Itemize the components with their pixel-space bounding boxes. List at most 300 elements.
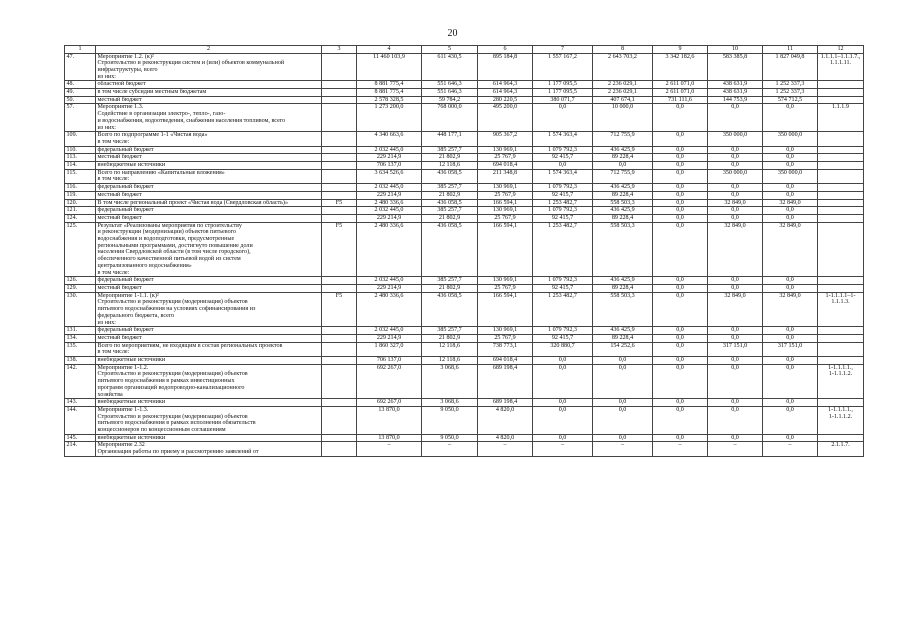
value-cell: 2 032 445,0: [357, 146, 422, 154]
value-cell: 1 252 337,3: [763, 89, 818, 97]
value-cell: 25 767,9: [478, 214, 533, 222]
value-cell: 32 849,0: [708, 222, 763, 277]
value-cell: 0,0: [763, 104, 818, 132]
value-cell: 0,0: [653, 191, 708, 199]
table-row: [65, 132, 864, 146]
value-cell: 32 849,0: [763, 292, 818, 327]
row-name-cell: федеральный бюджет: [96, 327, 322, 335]
value-cell: 130 969,1: [478, 327, 533, 335]
value-cell: 2 032 445,0: [357, 184, 422, 192]
row-ref-cell: [818, 222, 864, 277]
value-cell: 280 220,5: [478, 96, 533, 104]
value-cell: 0,0: [763, 334, 818, 342]
table-row: [65, 442, 864, 456]
row-code-cell: [322, 214, 357, 222]
row-code-cell: [322, 364, 357, 399]
row-name-cell: местный бюджет: [96, 334, 322, 342]
value-cell: 3 068,6: [422, 399, 478, 407]
value-cell: 694 018,4: [478, 162, 533, 170]
value-cell: 385 257,7: [422, 327, 478, 335]
value-cell: 436 425,9: [593, 184, 653, 192]
row-ref-cell: [818, 162, 864, 170]
value-cell: 0,0: [763, 434, 818, 442]
value-cell: 59 784,2: [422, 96, 478, 104]
value-cell: 2 032 445,0: [357, 207, 422, 215]
row-code-cell: [322, 81, 357, 89]
value-cell: 1 079 792,3: [533, 184, 593, 192]
value-cell: 4 340 663,6: [357, 132, 422, 146]
value-cell: 2 236 029,1: [593, 81, 653, 89]
value-cell: 229 214,9: [357, 285, 422, 293]
row-number-cell: 130.: [65, 292, 96, 327]
value-cell: 12 118,6: [422, 342, 478, 356]
row-ref-cell: 1.1.1.1–1.1.1.7., 1.1.1.11.: [818, 53, 864, 81]
value-cell: 1 177 095,5: [533, 81, 593, 89]
row-name-cell: местный бюджет: [96, 154, 322, 162]
value-cell: 0,0: [653, 222, 708, 277]
value-cell: 385 257,7: [422, 146, 478, 154]
row-code-cell: [322, 285, 357, 293]
value-cell: 0,0: [708, 207, 763, 215]
row-name-cell: местный бюджет: [96, 214, 322, 222]
value-cell: 0,0: [653, 184, 708, 192]
header-cell: 5: [422, 46, 478, 54]
value-cell: 130 969,1: [478, 184, 533, 192]
value-cell: 583 385,8: [708, 53, 763, 81]
row-code-cell: [322, 327, 357, 335]
value-cell: 3 068,6: [422, 364, 478, 399]
value-cell: 436 425,9: [593, 277, 653, 285]
value-cell: 0,0: [708, 364, 763, 399]
value-cell: 574 712,5: [763, 96, 818, 104]
row-number-cell: 143.: [65, 399, 96, 407]
value-cell: 130 969,1: [478, 146, 533, 154]
value-cell: 25 767,9: [478, 285, 533, 293]
row-name-cell: местный бюджет: [96, 96, 322, 104]
value-cell: 0,0: [593, 364, 653, 399]
value-cell: 10 000,0: [593, 104, 653, 132]
row-number-cell: 48.: [65, 81, 96, 89]
value-cell: 0,0: [593, 357, 653, 365]
value-cell: 1 252 337,3: [763, 81, 818, 89]
row-name-cell: внебюджетные источники: [96, 399, 322, 407]
row-ref-cell: [818, 154, 864, 162]
value-cell: 13 870,0: [357, 434, 422, 442]
value-cell: 4 820,0: [478, 406, 533, 434]
value-cell: 0,0: [763, 327, 818, 335]
value-cell: 0,0: [653, 146, 708, 154]
value-cell: 0,0: [763, 154, 818, 162]
value-cell: 0,0: [708, 214, 763, 222]
value-cell: 436 425,9: [593, 146, 653, 154]
row-name-cell: областной бюджет: [96, 81, 322, 89]
row-number-cell: 126.: [65, 277, 96, 285]
value-cell: 166 594,1: [478, 292, 533, 327]
row-ref-cell: [818, 399, 864, 407]
row-number-cell: 214.: [65, 442, 96, 456]
row-number-cell: 50.: [65, 96, 96, 104]
row-ref-cell: [818, 96, 864, 104]
row-code-cell: F5: [322, 222, 357, 277]
value-cell: 0,0: [708, 357, 763, 365]
row-number-cell: 49.: [65, 89, 96, 97]
value-cell: 436 425,9: [593, 207, 653, 215]
value-cell: 712 755,9: [593, 169, 653, 183]
value-cell: 0,0: [708, 434, 763, 442]
row-number-cell: 131.: [65, 327, 96, 335]
row-number-cell: 138.: [65, 357, 96, 365]
value-cell: 21 802,9: [422, 214, 478, 222]
row-ref-cell: [818, 214, 864, 222]
value-cell: 32 849,0: [763, 199, 818, 207]
value-cell: 438 631,9: [708, 89, 763, 97]
value-cell: 558 503,3: [593, 222, 653, 277]
value-cell: 380 071,7: [533, 96, 593, 104]
value-cell: 350 000,0: [763, 132, 818, 146]
row-code-cell: [322, 399, 357, 407]
value-cell: 0,0: [533, 434, 593, 442]
row-code-cell: [322, 406, 357, 434]
value-cell: 694 018,4: [478, 357, 533, 365]
table-row: [65, 406, 864, 434]
value-cell: 2 643 703,2: [593, 53, 653, 81]
row-number-cell: 134.: [65, 334, 96, 342]
row-name-cell: Мероприятие 1.2. (к)² Строительство и реконструкция систем и (или) объектов коммунальной инфраструктуры, всего из них:: [96, 53, 322, 81]
value-cell: 0,0: [533, 364, 593, 399]
value-cell: 21 802,9: [422, 334, 478, 342]
value-cell: 558 503,3: [593, 199, 653, 207]
row-code-cell: [322, 357, 357, 365]
row-number-cell: 142.: [65, 364, 96, 399]
value-cell: 0,0: [708, 191, 763, 199]
header-cell: 2: [96, 46, 322, 54]
value-cell: 3 634 526,6: [357, 169, 422, 183]
table-row: [65, 399, 864, 407]
value-cell: 614 964,3: [478, 81, 533, 89]
row-ref-cell: [818, 277, 864, 285]
value-cell: 89 228,4: [593, 191, 653, 199]
value-cell: 689 198,4: [478, 364, 533, 399]
value-cell: 438 631,9: [708, 81, 763, 89]
value-cell: 611 430,5: [422, 53, 478, 81]
value-cell: 385 257,7: [422, 184, 478, 192]
table-row: [65, 364, 864, 399]
value-cell: 0,0: [708, 399, 763, 407]
value-cell: 317 151,0: [763, 342, 818, 356]
value-cell: 0,0: [653, 399, 708, 407]
value-cell: 1 557 167,2: [533, 53, 593, 81]
row-code-cell: F5: [322, 292, 357, 327]
value-cell: 0,0: [653, 162, 708, 170]
row-ref-cell: 2.1.1.7.: [818, 442, 864, 456]
row-ref-cell: [818, 146, 864, 154]
row-ref-cell: [818, 357, 864, 365]
value-cell: 0,0: [763, 277, 818, 285]
row-ref-cell: [818, 132, 864, 146]
value-cell: 0,0: [653, 434, 708, 442]
value-cell: 12 118,6: [422, 162, 478, 170]
table-row: [65, 89, 864, 97]
value-cell: 2 611 071,0: [653, 89, 708, 97]
value-cell: 229 214,9: [357, 154, 422, 162]
header-cell: 12: [818, 46, 864, 54]
value-cell: 130 969,1: [478, 277, 533, 285]
row-name-cell: местный бюджет: [96, 191, 322, 199]
value-cell: 350 000,0: [708, 132, 763, 146]
row-name-cell: Всего по мероприятиям, не входящим в состав региональных проектов в том числе:: [96, 342, 322, 356]
row-ref-cell: [818, 327, 864, 335]
value-cell: 0,0: [763, 146, 818, 154]
value-cell: 1 574 363,4: [533, 169, 593, 183]
header-cell: 7: [533, 46, 593, 54]
value-cell: 2 236 029,1: [593, 89, 653, 97]
value-cell: 0,0: [708, 285, 763, 293]
value-cell: 436 058,5: [422, 169, 478, 183]
page-number: 20: [447, 28, 458, 39]
row-code-cell: [322, 146, 357, 154]
row-name-cell: Мероприятие 2.32 Организация работы по приему и рассмотрению заявлений от: [96, 442, 322, 456]
value-cell: 0,0: [763, 399, 818, 407]
value-cell: 0,0: [593, 434, 653, 442]
value-cell: 0,0: [708, 334, 763, 342]
value-cell: 229 214,9: [357, 191, 422, 199]
row-code-cell: [322, 132, 357, 146]
value-cell: 731 111,6: [653, 96, 708, 104]
row-code-cell: [322, 162, 357, 170]
row-name-cell: внебюджетные источники: [96, 434, 322, 442]
row-number-cell: 119.: [65, 191, 96, 199]
value-cell: 211 348,8: [478, 169, 533, 183]
value-cell: 92 415,7: [533, 285, 593, 293]
value-cell: –: [763, 442, 818, 456]
value-cell: –: [708, 442, 763, 456]
table-row: [65, 96, 864, 104]
row-name-cell: в том числе субсидии местным бюджетам: [96, 89, 322, 97]
value-cell: 92 415,7: [533, 191, 593, 199]
table-row: [65, 285, 864, 293]
value-cell: 495 200,0: [478, 104, 533, 132]
value-cell: 0,0: [708, 162, 763, 170]
value-cell: 2 032 445,0: [357, 277, 422, 285]
value-cell: 0,0: [763, 214, 818, 222]
row-code-cell: [322, 154, 357, 162]
value-cell: 0,0: [653, 292, 708, 327]
value-cell: 89 228,4: [593, 334, 653, 342]
row-code-cell: [322, 334, 357, 342]
value-cell: –: [653, 442, 708, 456]
value-cell: 166 594,1: [478, 222, 533, 277]
value-cell: 21 802,9: [422, 285, 478, 293]
row-number-cell: 113.: [65, 154, 96, 162]
table-row: [65, 191, 864, 199]
row-ref-cell: 1.1.1.9: [818, 104, 864, 132]
value-cell: 25 767,9: [478, 191, 533, 199]
value-cell: 0,0: [653, 132, 708, 146]
row-ref-cell: 1-1.1.1.1–1-1.1.1.3.: [818, 292, 864, 327]
value-cell: 768 000,0: [422, 104, 478, 132]
row-ref-cell: [818, 285, 864, 293]
row-number-cell: 110.: [65, 146, 96, 154]
row-number-cell: 135.: [65, 342, 96, 356]
value-cell: 317 151,0: [708, 342, 763, 356]
row-number-cell: 47.: [65, 53, 96, 81]
value-cell: 2 480 336,6: [357, 292, 422, 327]
value-cell: 0,0: [653, 406, 708, 434]
value-cell: 1 253 482,7: [533, 222, 593, 277]
table-row: [65, 292, 864, 327]
value-cell: 712 755,9: [593, 132, 653, 146]
value-cell: 0,0: [653, 357, 708, 365]
table-row: [65, 162, 864, 170]
value-cell: 229 214,9: [357, 214, 422, 222]
row-number-cell: 115.: [65, 169, 96, 183]
header-cell: 10: [708, 46, 763, 54]
value-cell: 551 646,3: [422, 81, 478, 89]
row-ref-cell: [818, 81, 864, 89]
value-cell: 0,0: [708, 184, 763, 192]
value-cell: 0,0: [653, 285, 708, 293]
value-cell: –: [357, 442, 422, 456]
row-ref-cell: [818, 334, 864, 342]
value-cell: 436 425,9: [593, 327, 653, 335]
row-code-cell: [322, 207, 357, 215]
table-row: [65, 53, 864, 81]
value-cell: 0,0: [653, 277, 708, 285]
row-name-cell: Мероприятие 1-1.2. Строительство и реконструкция (модернизация) объектов питьевого водоснабжения в рамках инвестиционных программ организаций водопроводно-канализационного хозяйства: [96, 364, 322, 399]
row-number-cell: 120.: [65, 199, 96, 207]
value-cell: 0,0: [708, 104, 763, 132]
value-cell: 21 802,9: [422, 191, 478, 199]
row-code-cell: [322, 53, 357, 81]
table-row: [65, 184, 864, 192]
value-cell: 385 257,7: [422, 207, 478, 215]
value-cell: 614 964,3: [478, 89, 533, 97]
table-row: [65, 199, 864, 207]
value-cell: 558 503,3: [593, 292, 653, 327]
row-name-cell: федеральный бюджет: [96, 146, 322, 154]
value-cell: 92 415,7: [533, 214, 593, 222]
value-cell: 0,0: [763, 357, 818, 365]
row-ref-cell: [818, 184, 864, 192]
value-cell: 350 000,0: [763, 169, 818, 183]
value-cell: 0,0: [653, 327, 708, 335]
row-name-cell: Мероприятие 1-1.3. Строительство и реконструкция (модернизация) объектов питьевого водоснабжения в рамках исполнения обязательств концессионеров по концессионным соглашениям: [96, 406, 322, 434]
row-name-cell: внебюджетные источники: [96, 357, 322, 365]
value-cell: 1 079 792,3: [533, 146, 593, 154]
value-cell: 21 802,9: [422, 154, 478, 162]
value-cell: 692 267,0: [357, 364, 422, 399]
table-row: [65, 81, 864, 89]
value-cell: 448 177,1: [422, 132, 478, 146]
table-row: [65, 146, 864, 154]
value-cell: 92 415,7: [533, 334, 593, 342]
row-number-cell: 116.: [65, 184, 96, 192]
value-cell: 1 253 482,7: [533, 292, 593, 327]
value-cell: 738 773,1: [478, 342, 533, 356]
row-name-cell: Всего по направлению «Капитальные вложения» в том числе:: [96, 169, 322, 183]
header-cell: 3: [322, 46, 357, 54]
value-cell: 436 058,5: [422, 292, 478, 327]
value-cell: 0,0: [653, 104, 708, 132]
value-cell: 0,0: [653, 199, 708, 207]
value-cell: 0,0: [763, 191, 818, 199]
value-cell: 0,0: [763, 207, 818, 215]
value-cell: 0,0: [763, 406, 818, 434]
header-cell: 11: [763, 46, 818, 54]
table-row: [65, 222, 864, 277]
value-cell: 229 214,9: [357, 334, 422, 342]
table-row: [65, 357, 864, 365]
value-cell: 25 767,9: [478, 154, 533, 162]
header-cell: 9: [653, 46, 708, 54]
value-cell: 8 881 775,4: [357, 89, 422, 97]
row-ref-cell: 1-1.1.1.1., 1-1.1.1.2.: [818, 364, 864, 399]
value-cell: 1 273 200,0: [357, 104, 422, 132]
value-cell: 154 252,6: [593, 342, 653, 356]
header-cell: 1: [65, 46, 96, 54]
row-name-cell: местный бюджет: [96, 285, 322, 293]
value-cell: 1 079 792,3: [533, 277, 593, 285]
value-cell: 895 184,8: [478, 53, 533, 81]
value-cell: 436 058,5: [422, 222, 478, 277]
budget-table: [64, 45, 864, 457]
value-cell: 1 860 327,0: [357, 342, 422, 356]
value-cell: 89 228,4: [593, 285, 653, 293]
header-cell: 8: [593, 46, 653, 54]
value-cell: –: [533, 442, 593, 456]
header-cell: 6: [478, 46, 533, 54]
value-cell: 551 646,3: [422, 89, 478, 97]
row-code-cell: [322, 89, 357, 97]
row-code-cell: [322, 104, 357, 132]
row-ref-cell: 1-1.1.1.1., 1-1.1.1.2.: [818, 406, 864, 434]
value-cell: 11 460 103,9: [357, 53, 422, 81]
value-cell: 0,0: [763, 184, 818, 192]
value-cell: 385 257,7: [422, 277, 478, 285]
value-cell: 0,0: [708, 327, 763, 335]
value-cell: 8 881 775,4: [357, 81, 422, 89]
value-cell: 2 032 445,0: [357, 327, 422, 335]
table-header-row: [65, 46, 864, 54]
value-cell: 0,0: [533, 357, 593, 365]
row-name-cell: В том числе региональный проект «Чистая вода (Свердловская область)»: [96, 199, 322, 207]
value-cell: 407 674,1: [593, 96, 653, 104]
value-cell: 0,0: [593, 162, 653, 170]
table-row: [65, 214, 864, 222]
row-code-cell: [322, 277, 357, 285]
value-cell: 0,0: [653, 154, 708, 162]
table-row: [65, 104, 864, 132]
table-row: [65, 277, 864, 285]
row-name-cell: Мероприятие 1-1.1. (к)² Строительство и реконструкция (модернизация) объектов питьевого водоснабжения на условиях софинансирования из федерального бюджета, всего из них:: [96, 292, 322, 327]
row-code-cell: [322, 342, 357, 356]
value-cell: 25 767,9: [478, 334, 533, 342]
row-number-cell: 109.: [65, 132, 96, 146]
value-cell: 706 137,0: [357, 357, 422, 365]
value-cell: 2 480 336,6: [357, 199, 422, 207]
value-cell: 89 228,4: [593, 154, 653, 162]
row-ref-cell: [818, 191, 864, 199]
value-cell: 436 058,5: [422, 199, 478, 207]
value-cell: 0,0: [708, 154, 763, 162]
value-cell: 706 137,0: [357, 162, 422, 170]
value-cell: 4 820,0: [478, 434, 533, 442]
row-ref-cell: [818, 207, 864, 215]
row-code-cell: [322, 191, 357, 199]
row-ref-cell: [818, 199, 864, 207]
row-number-cell: 57.: [65, 104, 96, 132]
value-cell: –: [478, 442, 533, 456]
